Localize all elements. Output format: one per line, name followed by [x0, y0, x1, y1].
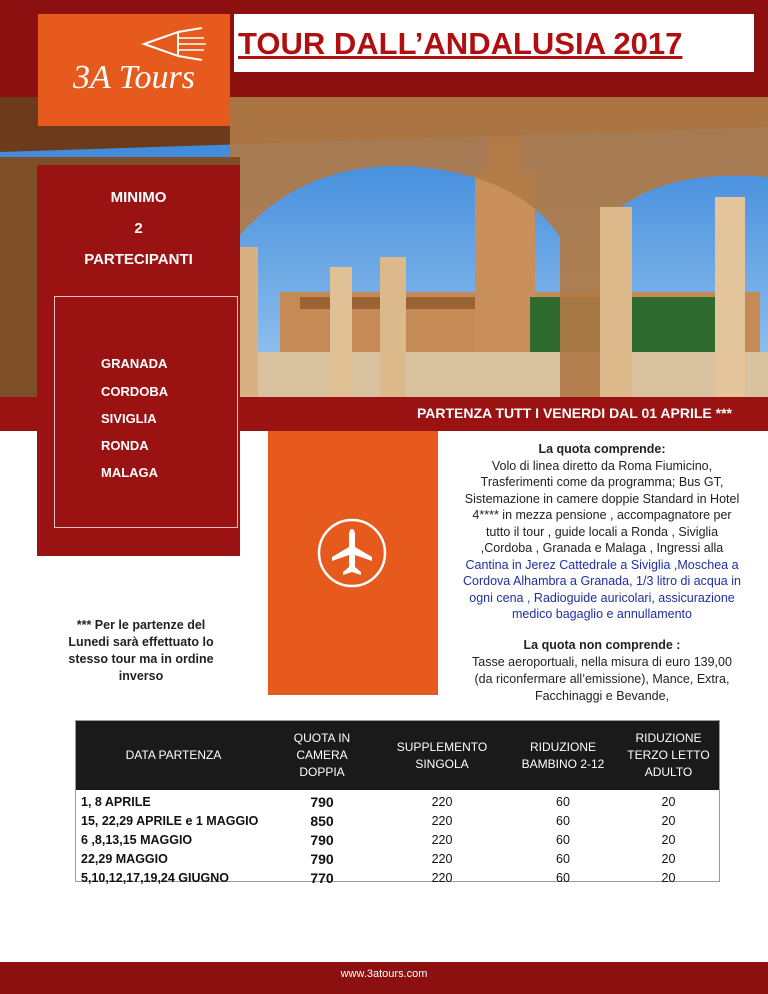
minimo-count: 2 [134, 220, 143, 237]
table-cell: 20 [661, 833, 676, 847]
partenza-text: PARTENZA TUTT I VENERDI DAL 01 APRILE *** [416, 405, 732, 421]
table-cell: 20 [661, 852, 676, 866]
col-data-partenza [81, 793, 271, 888]
col-riduzione-terzo [621, 793, 716, 888]
airplane-icon [316, 517, 388, 589]
table-cell: 220 [431, 795, 453, 809]
participants-box [37, 165, 240, 556]
table-cell: 220 [431, 833, 453, 847]
header-supplemento: SUPPLEMENTO SINGOLA [396, 739, 488, 771]
footer-url[interactable]: www.3atours.com [340, 968, 428, 980]
table-cell: 790 [310, 851, 334, 867]
shuttlecock-icon [138, 26, 210, 62]
table-cell: 850 [310, 813, 334, 829]
header-quota-doppia: QUOTA IN CAMERA DOPPIA [293, 731, 351, 779]
table-cell: 20 [661, 795, 676, 809]
table-cell: 790 [310, 832, 334, 848]
table-row: 22,29 MAGGIO [81, 852, 168, 866]
table-cell: 60 [556, 871, 570, 885]
quota-non-comprende [462, 637, 742, 705]
table-cell: 20 [661, 871, 676, 885]
header-riduzione-terzo: RIDUZIONE TERZO LETTO ADULTO [627, 731, 710, 779]
comprende-text-blue: Cantina in Jerez Cattedrale a Siviglia ,Moschea a Cordova Alhambra a Granada, 1/3 litro di acqua in ogni cena , Radioguide auricolari, assicurazione medico bagaglio e annullamento [463, 557, 741, 621]
table-cell: 60 [556, 833, 570, 847]
header-riduzione-bambino: RIDUZIONE BAMBINO 2-12 [521, 739, 605, 771]
table-row: 1, 8 APRILE [81, 795, 151, 809]
logo[interactable] [38, 14, 230, 126]
city-cordoba: CORDOBA [101, 384, 169, 399]
table-cell: 60 [556, 814, 570, 828]
partecipanti-label: PARTECIPANTI [84, 251, 193, 268]
table-cell: 60 [556, 795, 570, 809]
table-row: 5,10,12,17,19,24 GIUGNO [81, 871, 230, 885]
comprende-heading: La quota comprende: [538, 442, 666, 456]
price-table [75, 720, 720, 886]
city-malaga: MALAGA [101, 465, 159, 480]
table-cell: 220 [431, 871, 453, 885]
flight-panel [268, 431, 438, 695]
logo-text: 3A Tours [73, 59, 195, 96]
city-granada: GRANADA [101, 356, 168, 371]
col-supplemento [386, 793, 498, 888]
table-row: 15, 22,29 APRILE e 1 MAGGIO [81, 814, 259, 828]
city-siviglia: SIVIGLIA [101, 411, 157, 426]
col-quota [276, 793, 368, 888]
header-data-partenza: DATA PARTENZA [125, 748, 222, 762]
table-cell: 220 [431, 852, 453, 866]
table-row: 6 ,8,13,15 MAGGIO [81, 833, 193, 847]
page-title: TOUR DALL’ANDALUSIA 2017 [238, 26, 683, 61]
city-ronda: RONDA [101, 438, 149, 453]
noncomp-heading: La quota non comprende : [523, 638, 681, 652]
noncomp-text: Tasse aeroportuali, nella misura di euro 139,00 (da riconfermare all’emissione), Mance, Extra, Facchinaggi e Bevande, [472, 655, 732, 703]
minimo-label: MINIMO [110, 189, 167, 206]
quota-comprende [462, 441, 742, 623]
comprende-text: Volo di linea diretto da Roma Fiumicino, Trasferimenti come da programma; Bus GT, Sistemazione in camere doppie Standard in Hotel 4**** in mezza pensione , accompagnatore per tutto il tour , guide locali a Ronda , Siviglia ,Cordoba , Granada e Malaga , Ingressi alla [464, 458, 740, 555]
table-cell: 20 [661, 814, 676, 828]
table-cell: 60 [556, 852, 570, 866]
table-cell: 770 [310, 870, 334, 886]
col-riduzione-bambino [508, 793, 618, 888]
lunedi-note: *** Per le partenze del Lunedi sarà effettuato lo stesso tour ma in ordine inverso [68, 618, 214, 683]
table-cell: 220 [431, 814, 453, 828]
table-cell: 790 [310, 794, 334, 810]
